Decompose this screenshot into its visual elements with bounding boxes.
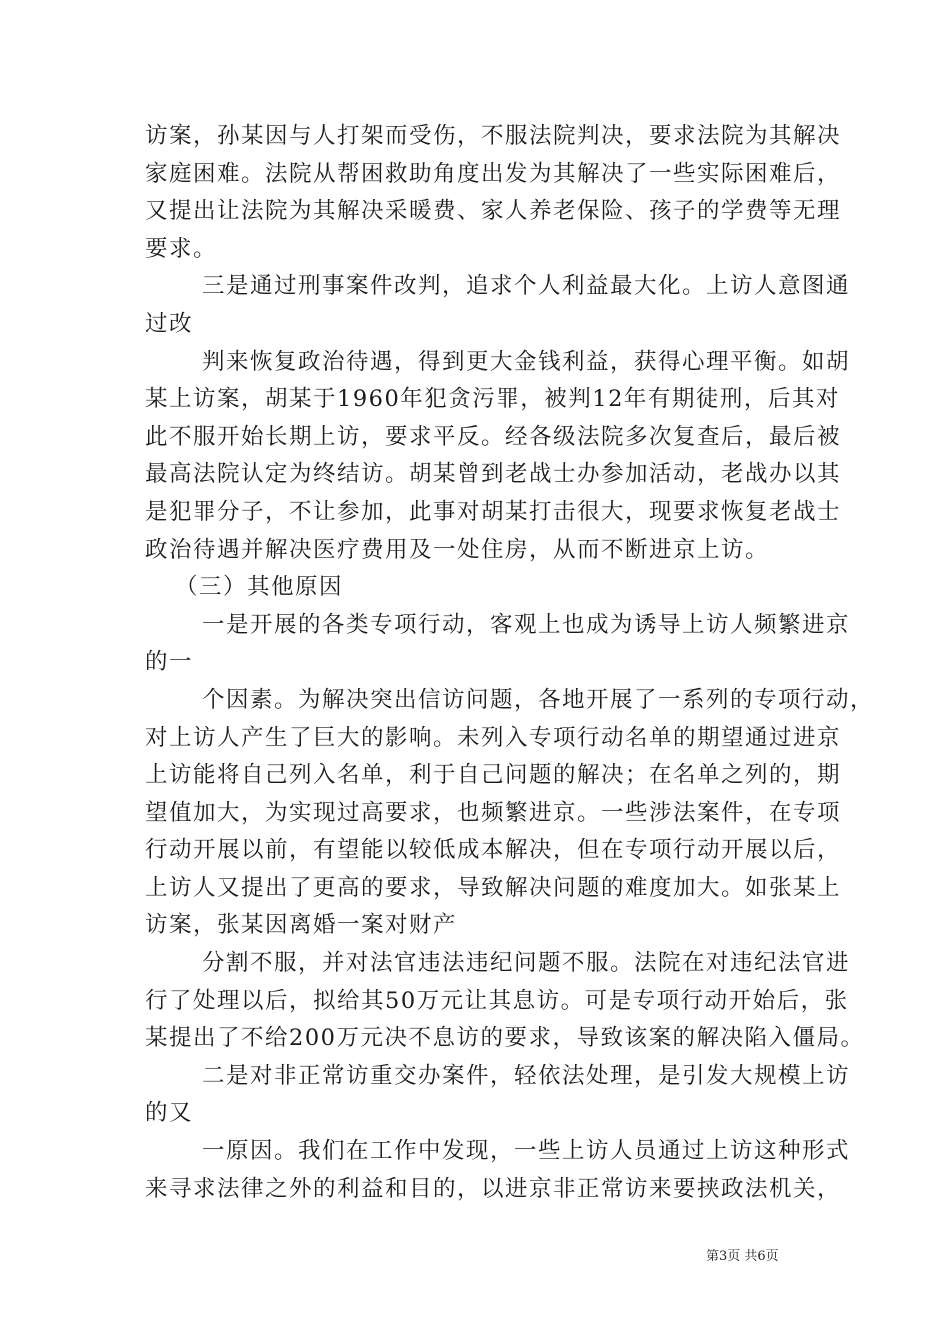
text-line: 二是对非正常访重交办案件，轻依法处理，是引发大规模上访: [202, 1062, 851, 1089]
text-line: 要求。: [145, 235, 218, 262]
text-line: 家庭困难。法院从帮困救助角度出发为其解决了一些实际困难后，: [145, 160, 842, 187]
text-line: 判来恢复政治待遇，得到更大金钱利益，获得心理平衡。如胡: [202, 348, 851, 375]
text-line: 又提出让法院为其解决采暖费、家人养老保险、孩子的学费等无理: [145, 198, 842, 225]
page-number-footer: 第3页 共6页: [706, 1249, 779, 1264]
text-line: 上访人又提出了更高的要求，导致解决问题的难度加大。如张某上: [145, 874, 842, 901]
text-line: （三）其他原因: [175, 574, 344, 601]
text-line: 的又: [145, 1100, 194, 1127]
text-line: 某上访案，胡某于1960年犯贪污罪，被判12年有期徒刑，后其对: [145, 386, 840, 413]
text-line: 对上访人产生了巨大的影响。未列入专项行动名单的期望通过进京: [145, 724, 842, 751]
text-line: 政治待遇并解决医疗费用及一处住房，从而不断进京上访。: [145, 536, 770, 563]
text-line: 行动开展以前，有望能以较低成本解决，但在专项行动开展以后，: [145, 837, 842, 864]
text-line: 一是开展的各类专项行动，客观上也成为诱导上访人频繁进京: [202, 611, 851, 638]
text-line: 上访能将自己列入名单，利于自己问题的解决；在名单之列的，期: [145, 762, 842, 789]
text-line: 是犯罪分子，不让参加，此事对胡某打击很大，现要求恢复老战士: [145, 498, 842, 525]
body-text: [145, 118, 875, 1208]
text-line: 某提出了不给200万元决不息访的要求，导致该案的解决陷入僵局。: [145, 1025, 865, 1052]
text-line: 访案，张某因离婚一案对财产: [145, 912, 458, 939]
text-line: 此不服开始长期上访，要求平反。经各级法院多次复查后，最后被: [145, 423, 842, 450]
text-line: 个因素。为解决突出信访问题，各地开展了一系列的专项行动，: [202, 686, 875, 713]
text-line: 行了处理以后，拟给其50万元让其息访。可是专项行动开始后，张: [145, 987, 849, 1014]
text-line: 来寻求法律之外的利益和目的，以进京非正常访来要挟政法机关，: [145, 1175, 842, 1202]
text-line: 分割不服，并对法官违法违纪问题不服。法院在对违纪法官进: [202, 950, 851, 977]
text-line: 望值加大，为实现过高要求，也频繁进京。一些涉法案件，在专项: [145, 799, 842, 826]
text-line: 一原因。我们在工作中发现，一些上访人员通过上访这种形式: [202, 1138, 851, 1165]
text-line: 三是通过刑事案件改判，追求个人利益最大化。上访人意图通: [202, 273, 851, 300]
text-line: 最高法院认定为终结访。胡某曾到老战士办参加活动，老战办以其: [145, 461, 842, 488]
text-line: 的一: [145, 649, 194, 676]
text-line: 访案，孙某因与人打架而受伤，不服法院判决，要求法院为其解决: [145, 123, 842, 149]
text-line: 过改: [145, 310, 194, 337]
